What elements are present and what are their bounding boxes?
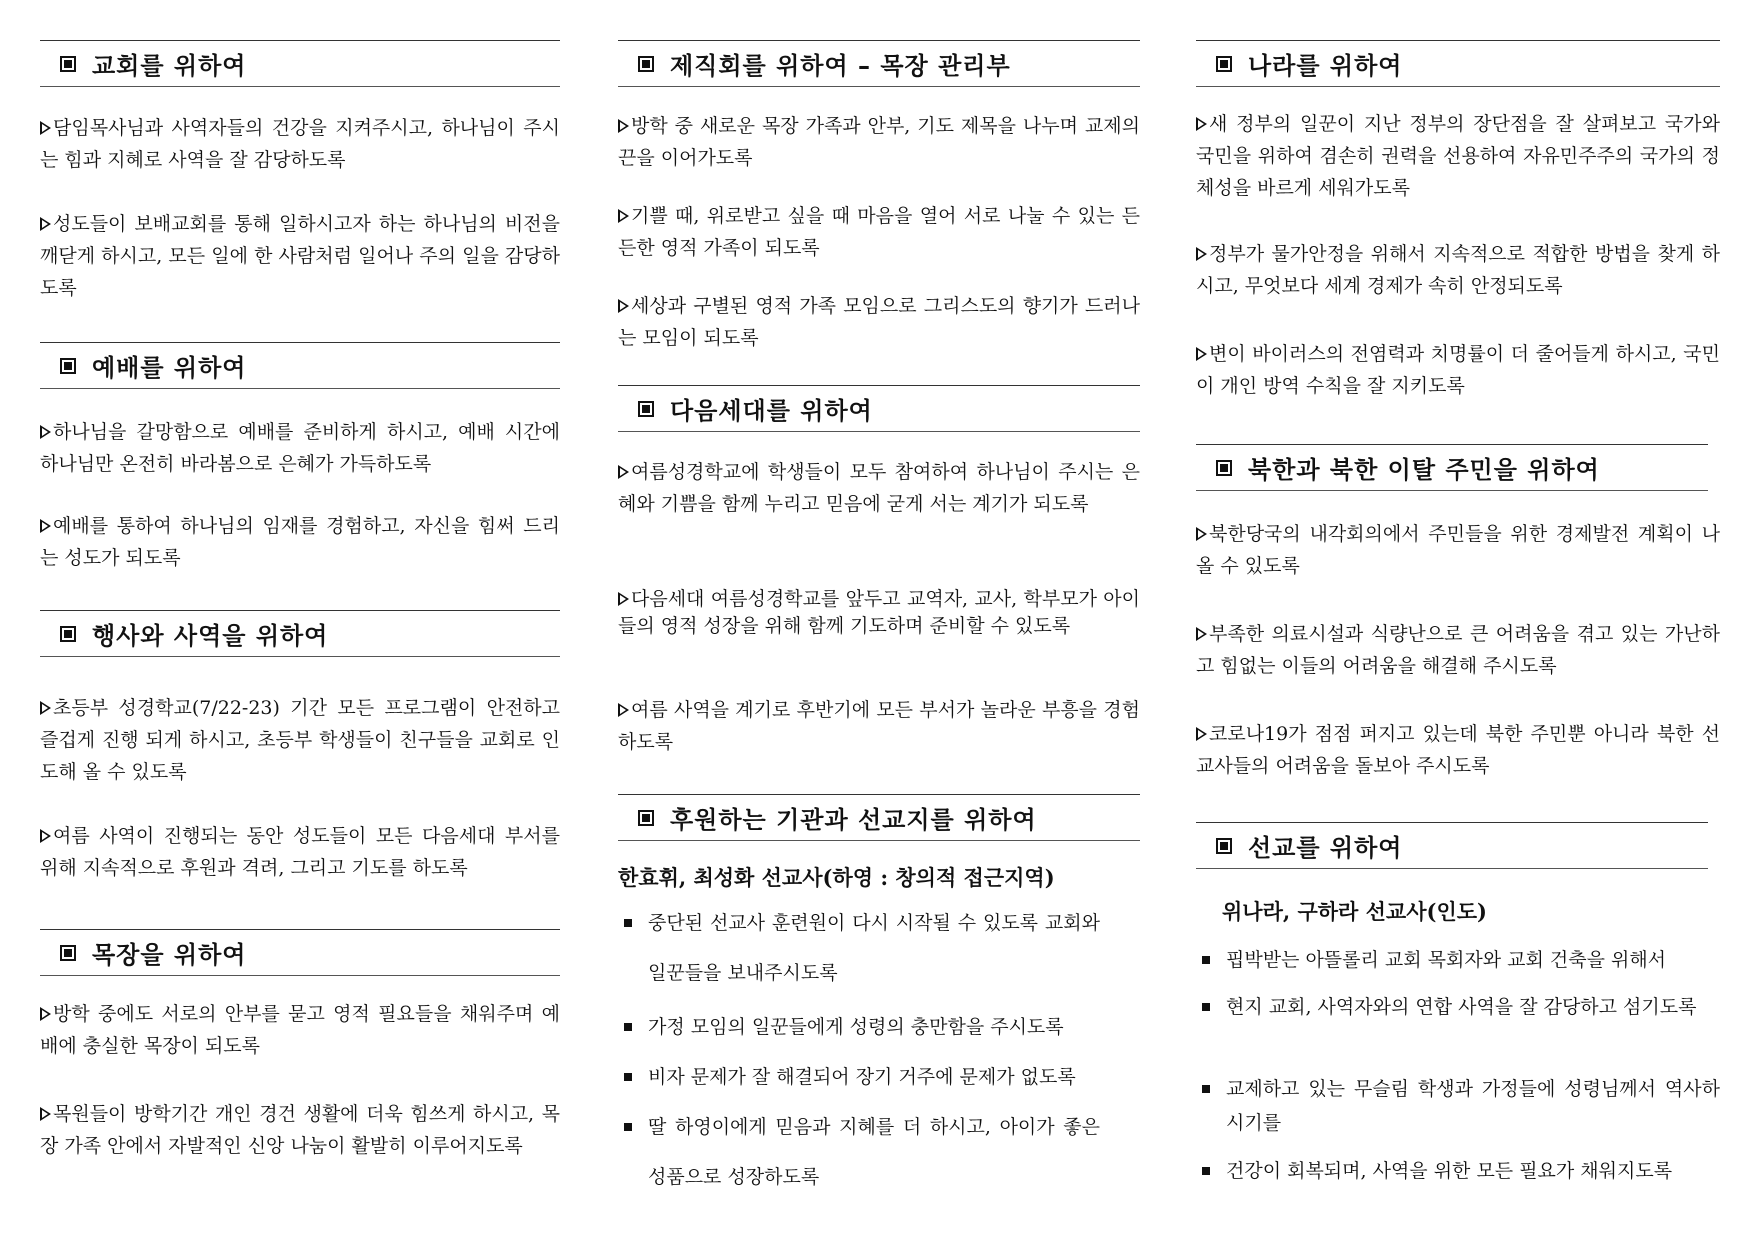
section-church [40,40,560,87]
prayer-item: 담임목사님과 사역자들의 건강을 지켜주시고, 하나님이 주시는 힘과 지혜로 사역을 잘 감당하도록 [40,117,560,171]
prayer-item: 세상과 구별된 영적 가족 모임으로 그리스도의 향기가 드러나는 모임이 되도록 [618,295,1140,349]
square-bullet-icon [624,1123,632,1131]
prayer-item: 기쁠 때, 위로받고 싶을 때 마음을 열어 서로 나눌 수 있는 든든한 영적 가족이 되도록 [618,205,1140,259]
bullet-item: 교제하고 있는 무슬림 학생과 가정들에 성령님께서 역사하시기를 [1196,1072,1720,1140]
section-heading [40,40,560,87]
prayer-item: 초등부 성경학교(7/22-23) 기간 모든 프로그램이 안전하고 즐겁게 진행 되게 하시고, 초등부 학생들이 친구들을 교회로 인도해 올 수 있도록 [40,697,560,783]
prayer-item: 하나님을 갈망함으로 예배를 준비하게 하시고, 예배 시간에 하나님만 온전히 바라봄으로 은혜가 가득하도록 [40,421,560,475]
prayer-item: 코로나19가 점점 퍼지고 있는데 북한 주민뿐 아니라 북한 선교사들의 어려움을 돌보아 주시도록 [1196,723,1720,777]
triangle-right-icon [1196,347,1207,361]
square-bullet-icon [638,56,654,72]
triangle-right-icon [1196,627,1207,641]
section-title: 행사와 사역을 위하여 [92,622,329,650]
square-bullet-icon [624,1023,632,1031]
prayer-item: 북한당국의 내각회의에서 주민들을 위한 경제발전 계획이 나올 수 있도록 [1196,523,1720,577]
section-title: 나라를 위하여 [1248,52,1403,80]
triangle-right-icon [40,519,51,533]
prayer-item: 정부가 물가안정을 위해서 지속적으로 적합한 방법을 찾게 하시고, 무엇보다 세계 경제가 속히 안정되도록 [1196,243,1720,297]
section-heading [618,794,1140,841]
bullet-item: 핍박받는 아뜰롤리 교회 목회자와 교회 건축을 위해서 [1196,943,1720,977]
triangle-right-icon [1196,117,1207,131]
prayer-item: 변이 바이러스의 전염력과 치명률이 더 줄어들게 하시고, 국민이 개인 방역 수칙을 잘 지키도록 [1196,343,1720,397]
prayer-item: 다음세대 여름성경학교를 앞두고 교역자, 교사, 학부모가 아이들의 영적 성장을 위해 함께 기도하며 준비할 수 있도록 [618,588,1140,637]
square-bullet-icon [60,56,76,72]
prayer-item: 방학 중 새로운 목장 가족과 안부, 기도 제목을 나누며 교제의 끈을 이어가도록 [618,115,1140,169]
section-north-korea [1196,444,1708,491]
prayer-item: 성도들이 보배교회를 통해 일하시고자 하는 하나님의 비전을 깨닫게 하시고, 모든 일에 한 사람처럼 일어나 주의 일을 감당하도록 [40,213,560,299]
bullet-item: 현지 교회, 사역자와의 연합 사역을 잘 감당하고 섬기도록 [1196,990,1720,1024]
section-title: 예배를 위하여 [92,354,247,382]
missionary-name: 위나라, 구하라 선교사(인도) [1222,899,1487,924]
section-supported-missions [618,794,1140,841]
section-deacons [618,40,1140,87]
bullet-item: 비자 문제가 잘 해결되어 장기 거주에 문제가 없도록 [618,1060,1140,1094]
square-bullet-icon [1202,1167,1210,1175]
square-bullet-icon [1216,56,1232,72]
section-title: 제직회를 위하여 – 목장 관리부 [670,52,1011,80]
prayer-item: 새 정부의 일꾼이 지난 정부의 장단점을 잘 살펴보고 국가와 국민을 위하여 겸손히 권력을 선용하여 자유민주주의 국가의 정체성을 바르게 세워가도록 [1196,113,1720,199]
section-title: 북한과 북한 이탈 주민을 위하여 [1248,456,1600,484]
triangle-right-icon [40,829,51,843]
section-title: 교회를 위하여 [92,52,247,80]
triangle-right-icon [618,119,629,133]
prayer-item: 여름성경학교에 학생들이 모두 참여하여 하나님이 주시는 은혜와 기쁨을 함께 누리고 믿음에 굳게 서는 계기가 되도록 [618,461,1140,515]
section-title: 다음세대를 위하여 [670,397,873,425]
triangle-right-icon [40,217,51,231]
bullet-item: 중단된 선교사 훈련원이 다시 시작될 수 있도록 교회와 일꾼들을 보내주시도록 [618,898,1100,998]
section-cell-group [40,929,560,976]
section-heading [40,610,560,657]
prayer-item: 부족한 의료시설과 식량난으로 큰 어려움을 겪고 있는 가난하고 힘없는 이들의 어려움을 해결해 주시도록 [1196,623,1720,677]
prayer-item: 예배를 통하여 하나님의 임재를 경험하고, 자신을 힘써 드리는 성도가 되도록 [40,515,560,569]
section-heading [1196,822,1708,869]
triangle-right-icon [618,703,629,717]
triangle-right-icon [1196,527,1207,541]
square-bullet-icon [624,1073,632,1081]
section-heading [40,342,560,389]
section-heading [1196,40,1720,87]
section-missions [1196,822,1708,869]
section-nation [1196,40,1720,87]
square-bullet-icon [624,919,632,927]
section-heading [618,385,1140,432]
triangle-right-icon [1196,247,1207,261]
section-heading [1196,444,1708,491]
bullet-item: 딸 하영이에게 믿음과 지혜를 더 하시고, 아이가 좋은 성품으로 성장하도록 [618,1102,1100,1202]
square-bullet-icon [60,626,76,642]
square-bullet-icon [1216,838,1232,854]
prayer-item: 방학 중에도 서로의 안부를 묻고 영적 필요들을 채워주며 예배에 충실한 목장이 되도록 [40,1003,560,1057]
section-title: 후원하는 기관과 선교지를 위하여 [670,806,1037,834]
square-bullet-icon [638,401,654,417]
triangle-right-icon [40,1007,51,1021]
square-bullet-icon [60,358,76,374]
prayer-item: 목원들이 방학기간 개인 경건 생활에 더욱 힘쓰게 하시고, 목장 가족 안에서 자발적인 신앙 나눔이 활발히 이루어지도록 [40,1103,560,1157]
square-bullet-icon [638,810,654,826]
triangle-right-icon [40,1107,51,1121]
bullet-item: 가정 모임의 일꾼들에게 성령의 충만함을 주시도록 [618,1010,1140,1044]
square-bullet-icon [1202,1003,1210,1011]
triangle-right-icon [1196,727,1207,741]
prayer-item: 여름 사역이 진행되는 동안 성도들이 모든 다음세대 부서를 위해 지속적으로 후원과 격려, 그리고 기도를 하도록 [40,825,560,879]
section-title: 목장을 위하여 [92,941,247,969]
square-bullet-icon [1202,1085,1210,1093]
prayer-item: 여름 사역을 계기로 후반기에 모든 부서가 놀라운 부흥을 경험하도록 [618,699,1140,753]
triangle-right-icon [40,701,51,715]
triangle-right-icon [618,209,629,223]
triangle-right-icon [618,592,629,606]
triangle-right-icon [618,465,629,479]
section-events-ministry [40,610,560,657]
triangle-right-icon [40,121,51,135]
section-heading [618,40,1140,87]
triangle-right-icon [618,299,629,313]
square-bullet-icon [1202,956,1210,964]
section-heading [40,929,560,976]
section-next-generation [618,385,1140,432]
section-title: 선교를 위하여 [1248,834,1403,862]
section-worship [40,342,560,389]
missionary-name: 한효휘, 최성화 선교사(하영 : 창의적 접근지역) [618,865,1055,890]
square-bullet-icon [60,945,76,961]
triangle-right-icon [40,425,51,439]
square-bullet-icon [1216,460,1232,476]
bullet-item: 건강이 회복되며, 사역을 위한 모든 필요가 채워지도록 [1196,1154,1720,1188]
